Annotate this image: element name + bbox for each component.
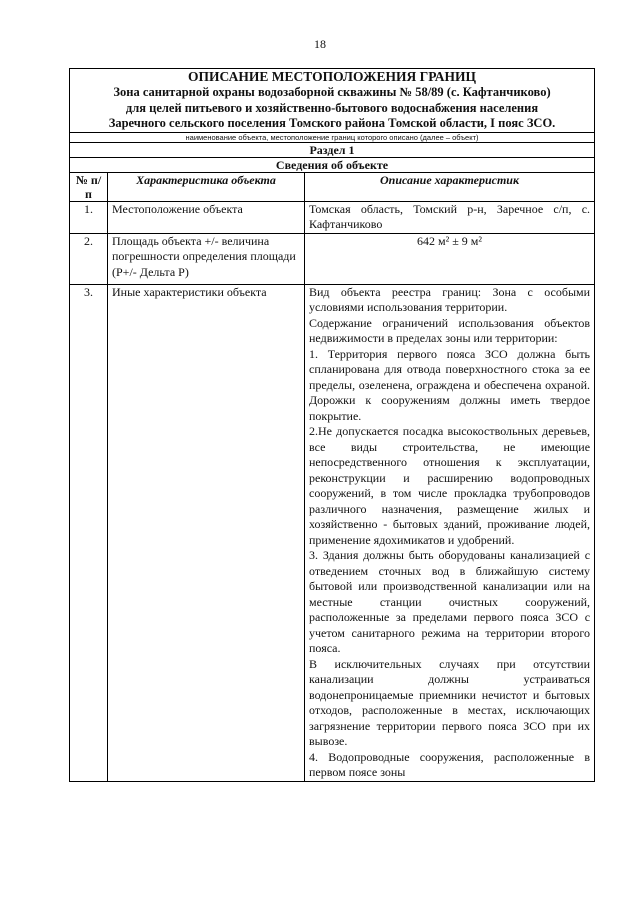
- description-paragraph: 4. Водопроводные сооружения, расположенные в первом поясе зоны: [309, 749, 591, 779]
- column-header-row: [70, 172, 595, 201]
- row-characteristic: Площадь объекта +/- величина погрешности определения площади (Р+/- Дельта Р): [108, 233, 305, 284]
- title-line-1: Зона санитарной охраны водозаборной скважины № 58/89 (с. Кафтанчиково): [113, 85, 551, 99]
- row-description: [305, 284, 595, 781]
- section-label: Раздел 1: [70, 142, 595, 157]
- description-text: Томская область, Томский р-н, Заречное с/п, с. Кафтанчиково: [309, 201, 591, 231]
- row-number: 1.: [70, 201, 108, 233]
- row-description: [305, 201, 595, 233]
- title-row: [70, 69, 595, 133]
- row-characteristic: Иные характеристики объекта: [108, 284, 305, 781]
- column-header-num: № п/п: [70, 172, 108, 201]
- description-paragraph: Вид объекта реестра границ: Зона с особыми условиями использования территории.: [309, 284, 591, 314]
- column-header-characteristic: Характеристика объекта: [108, 172, 305, 201]
- title-line-2: для целей питьевого и хозяйственно-бытового водоснабжения населения: [125, 100, 539, 115]
- section-subtitle-row: [70, 157, 595, 172]
- page-number: 18: [314, 37, 326, 51]
- row-description: 642 м² ± 9 м²: [305, 233, 595, 284]
- title-caption: наименование объекта, местоположение границ которого описано (далее – объект): [70, 132, 595, 142]
- description-paragraph: Содержание ограничений использования объектов недвижимости в пределах зоны или территории:: [309, 315, 591, 345]
- title-line-3: Заречного сельского поселения Томского района Томской области, I пояс ЗСО.: [108, 116, 556, 130]
- description-paragraph: В исключительных случаях при отсутствии канализации должны устраиваться водонепроницаемые приемники нечистот и бытовых отходов, расположенные в местах, исключающих загрязнение территории первого пояса ЗСО при их вывозе.: [309, 656, 591, 748]
- caption-row: [70, 132, 595, 142]
- document-title: [70, 69, 595, 133]
- description-paragraph: 2.Не допускается посадка высокоствольных деревьев, все виды строительства, не имеющие непосредственного отношения к эксплуатации, реконструкции и расширению водопроводных сооружений, в том числе прокладка трубопроводов различного назначения, размещение жилых и хозяйственно - бытовых зданий, проживание людей, применение ядохимикатов и удобрений.: [309, 424, 591, 547]
- title-heading: ОПИСАНИЕ МЕСТОПОЛОЖЕНИЯ ГРАНИЦ: [188, 69, 476, 84]
- column-header-description: Описание характеристик: [305, 172, 595, 201]
- table-row: [70, 233, 595, 284]
- row-number: 2.: [70, 233, 108, 284]
- table-row: [70, 284, 595, 781]
- object-description-table: [69, 68, 595, 782]
- section-subtitle: Сведения об объекте: [70, 157, 595, 172]
- table-row: [70, 201, 595, 233]
- row-number: 3.: [70, 284, 108, 781]
- row-characteristic: Местоположение объекта: [108, 201, 305, 233]
- description-paragraph: 3. Здания должны быть оборудованы канализацией с отведением сточных вод в ближайшую систему бытовой или производственной канализации или на местные станции очистных сооружений, расположенные за пределами первого пояса ЗСО с учетом санитарного режима на территории второго пояса.: [309, 548, 591, 655]
- section-row: [70, 142, 595, 157]
- description-paragraph: 1. Территория первого пояса ЗСО должна быть спланирована для отвода поверхностного стока за ее пределы, озеленена, ограждена и обеспечена охраной. Дорожки к сооружениям должны иметь твердое покрытие.: [309, 346, 591, 423]
